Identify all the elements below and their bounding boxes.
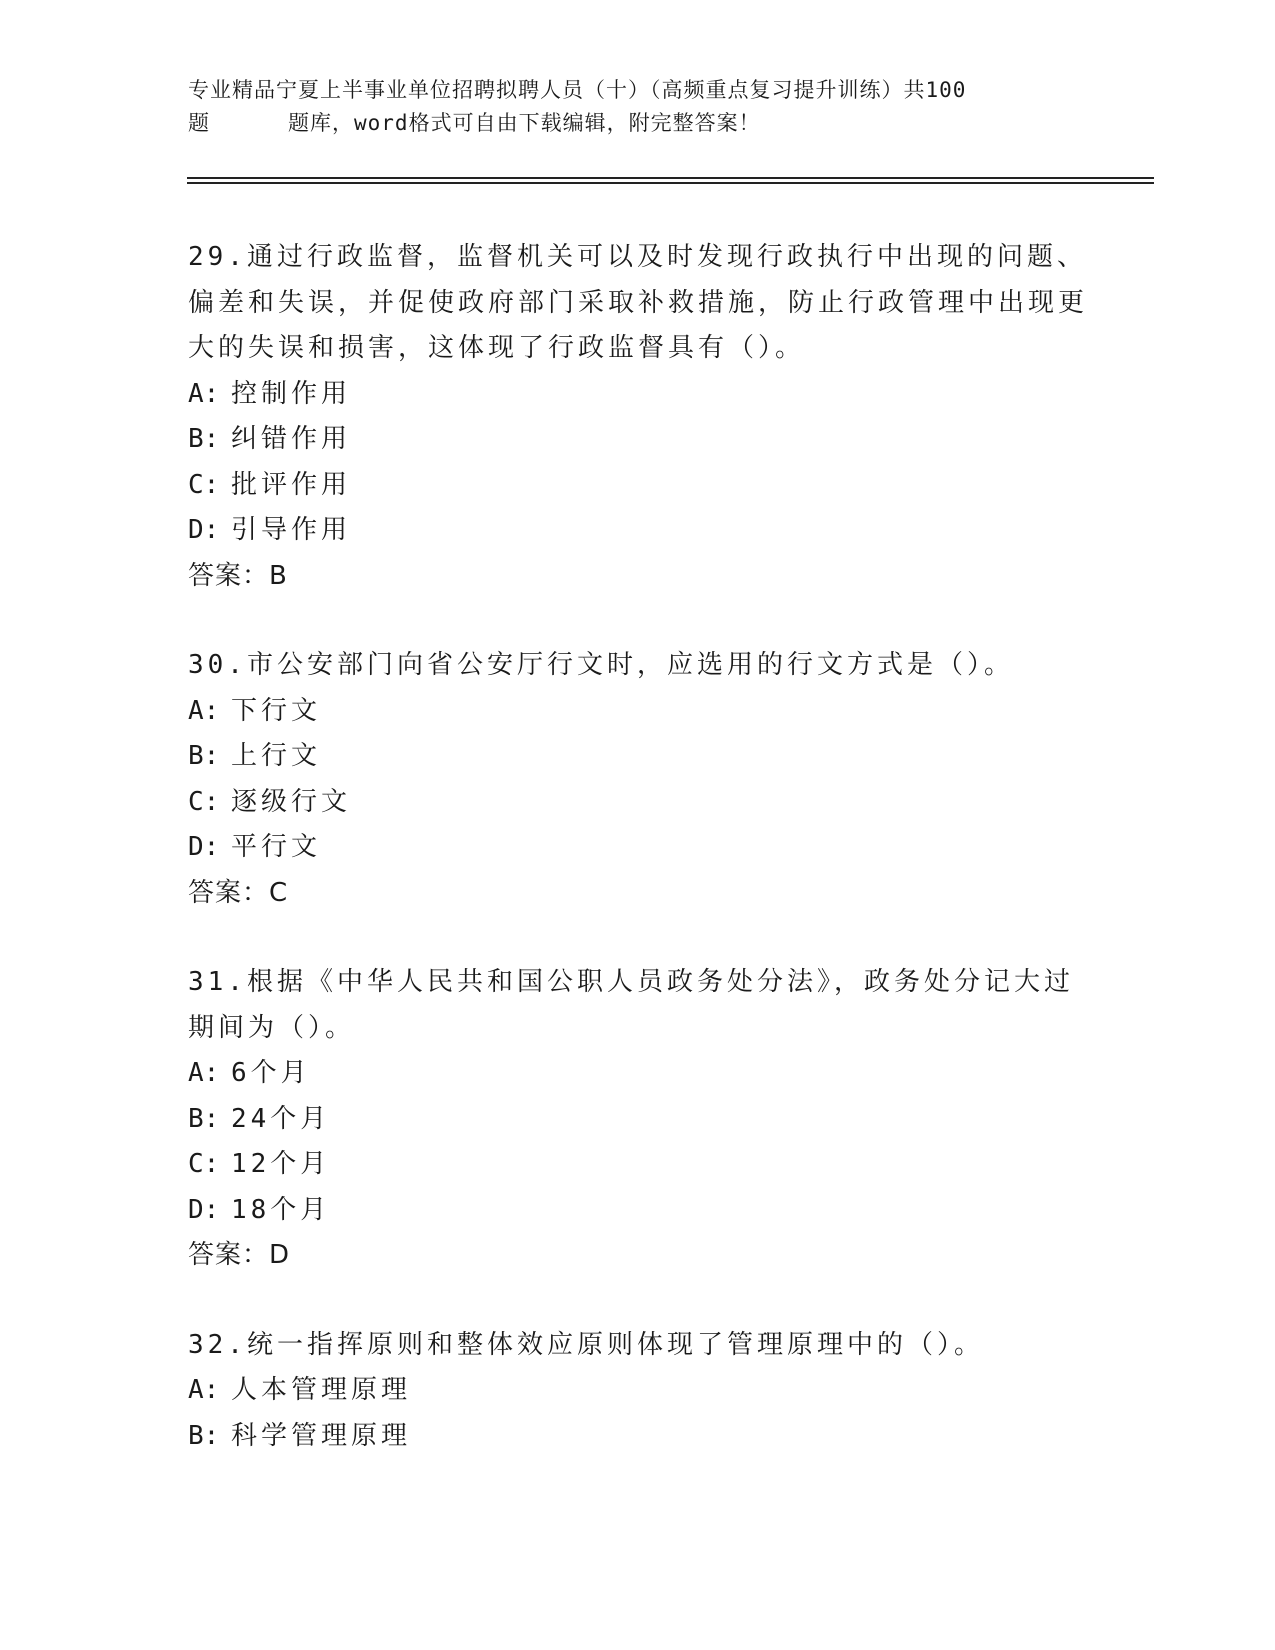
document-header (188, 74, 1088, 140)
option-text: 科学管理原理 (231, 1420, 412, 1451)
option-letter: C: (188, 786, 220, 817)
option-letter: A: (188, 695, 220, 726)
option-text: 平行文 (231, 832, 322, 862)
option-text: 批评作用 (231, 469, 352, 500)
option-d (188, 508, 1088, 554)
option-c (188, 780, 1088, 826)
header-title-line2 (188, 107, 1088, 140)
answer-label: 答案：C (188, 877, 289, 908)
header-title-rest: 题库，word格式可自由下载编辑，附完整答案！ (288, 111, 761, 135)
option-letter: B: (188, 424, 220, 454)
option-b (188, 1414, 1088, 1460)
option-a (188, 1368, 1088, 1414)
question-32 (188, 1323, 1088, 1460)
option-b (188, 417, 1088, 463)
question-list (188, 235, 1088, 1503)
option-letter: B: (188, 1420, 220, 1451)
option-d (188, 825, 1088, 871)
option-letter: C: (188, 469, 220, 500)
option-c (188, 463, 1088, 509)
answer-label: 答案：B (188, 560, 288, 591)
header-title-lead: 题 (188, 111, 210, 135)
question-30 (188, 643, 1088, 916)
option-text: 24个月 (231, 1103, 331, 1134)
header-title-line1: 专业精品宁夏上半事业单位招聘拟聘人员（十）（高频重点复习提升训练）共100 (188, 78, 967, 102)
option-text: 人本管理原理 (231, 1375, 412, 1405)
option-text: 18个月 (231, 1194, 331, 1225)
question-text: 29.通过行政监督，监督机关可以及时发现行政执行中出现的问题、偏差和失误，并促使政府部门采取补救措施，防止行政管理中出现更大的失误和损害，这体现了行政监督具有（）。 (188, 242, 1089, 363)
option-text: 控制作用 (231, 378, 352, 409)
header-divider-bottom (187, 182, 1154, 184)
option-text: 下行文 (231, 695, 322, 726)
question-text: 32.统一指挥原则和整体效应原则体现了管理原理中的（）。 (188, 1329, 984, 1360)
option-letter: A: (188, 1375, 220, 1405)
option-letter: B: (188, 1103, 220, 1134)
option-letter: B: (188, 741, 220, 771)
answer-label: 答案：D (188, 1240, 291, 1270)
question-29 (188, 235, 1088, 599)
option-letter: A: (188, 1058, 220, 1088)
option-text: 纠错作用 (231, 424, 352, 454)
header-divider-top (187, 177, 1154, 179)
option-letter: C: (188, 1149, 220, 1179)
option-a (188, 689, 1088, 735)
option-letter: D: (188, 832, 220, 862)
option-c (188, 1142, 1088, 1188)
option-text: 引导作用 (231, 515, 352, 545)
option-letter: D: (188, 1194, 220, 1225)
option-letter: A: (188, 378, 220, 409)
option-letter: D: (188, 515, 220, 545)
option-b (188, 734, 1088, 780)
option-text: 6个月 (231, 1058, 311, 1088)
option-d (188, 1188, 1088, 1234)
option-text: 逐级行文 (231, 786, 352, 817)
question-31 (188, 960, 1088, 1279)
option-text: 上行文 (231, 741, 322, 771)
option-text: 12个月 (231, 1149, 331, 1179)
option-b (188, 1097, 1088, 1143)
question-text: 31.根据《中华人民共和国公职人员政务处分法》，政务处分记大过期间为（）。 (188, 967, 1074, 1043)
option-a (188, 1051, 1088, 1097)
question-text: 30.市公安部门向省公安厅行文时，应选用的行文方式是（）。 (188, 650, 1014, 680)
option-a (188, 372, 1088, 418)
